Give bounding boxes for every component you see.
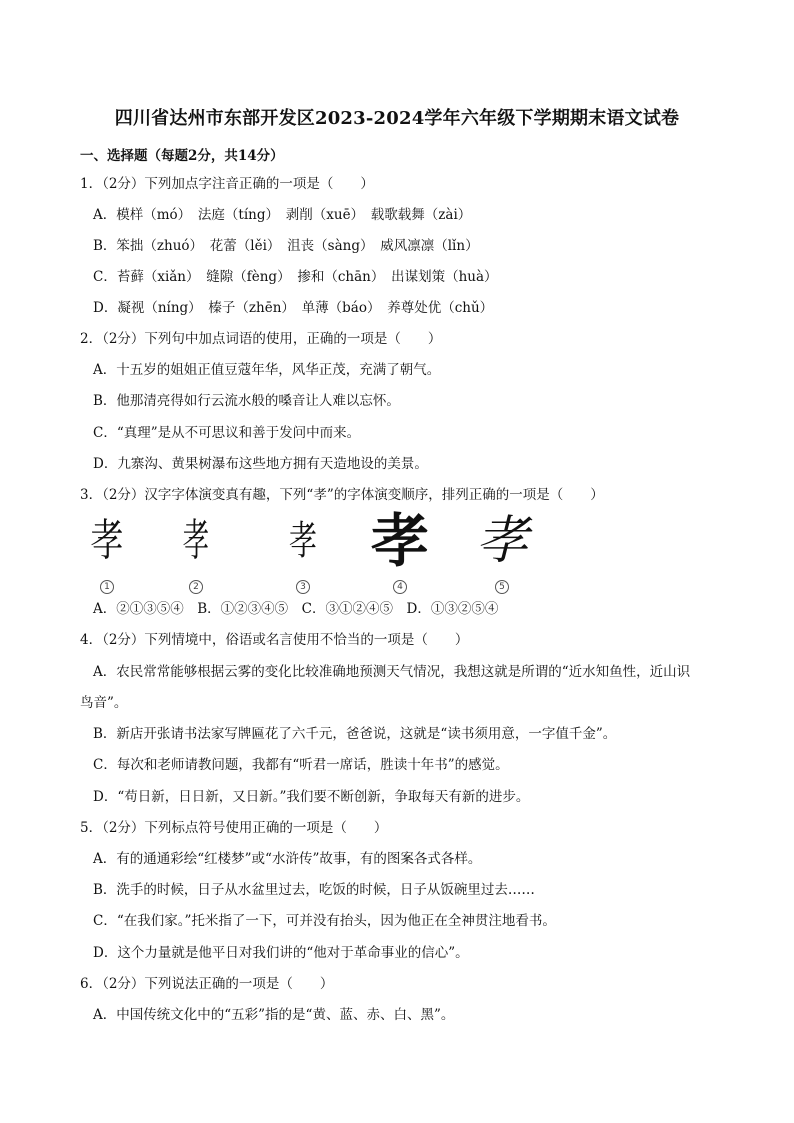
glyph-5-number: 5 bbox=[495, 580, 509, 594]
question-3-stem: 3．（2分）汉字字体演变真有趣，下列“孝”的字体演变顺序，排列正确的一项是（ ） bbox=[80, 487, 604, 503]
question-5-option-d: D．这个力量就是他平日对我们讲的“他对于革命事业的信心”。 bbox=[93, 945, 469, 961]
question-4-option-c: C．每次和老师请教问题，我都有“听君一席话，胜读十年书”的感觉。 bbox=[93, 757, 509, 773]
question-4-option-a-cont: 鸟音”。 bbox=[80, 695, 128, 711]
glyph-5-char: 孝 bbox=[475, 511, 528, 571]
glyph-4 bbox=[365, 508, 435, 594]
glyph-3-char: 孝 bbox=[289, 518, 317, 564]
question-1-option-c: C．苔藓（xiǎn） 缝隙（fèng） 掺和（chān） 出谋划策（huà） bbox=[93, 269, 498, 285]
glyph-5 bbox=[467, 508, 537, 594]
glyph-evolution-figure bbox=[0, 508, 794, 598]
glyph-1 bbox=[72, 508, 142, 594]
question-5-option-a: A．有的通通彩绘“红楼梦”或“水浒传”故事，有的图案各式各样。 bbox=[93, 851, 482, 867]
question-4-stem: 4．（2分）下列情境中，俗语或名言使用不恰当的一项是（ ） bbox=[80, 632, 469, 648]
question-4-option-d: D．“苟日新，日日新，又日新。”我们要不断创新，争取每天有新的进步。 bbox=[93, 789, 530, 805]
glyph-2-number: 2 bbox=[189, 580, 203, 594]
question-4-option-a: A．农民常常能够根据云雾的变化比较准确地预测天气情况，我想这就是所谓的“近水知鱼性，近山识 bbox=[93, 664, 691, 680]
question-5-option-c: C．“在我们家。”托米指了一下，可并没有抬头，因为他正在全神贯注地看书。 bbox=[93, 913, 556, 929]
glyph-4-number: 4 bbox=[393, 580, 407, 594]
question-2-option-b: B．他那清亮得如行云流水般的嗓音让人难以忘怀。 bbox=[93, 393, 400, 409]
question-1-option-a: A．模样（mó） 法庭（tíng） 剥削（xuē） 载歌载舞（zài） bbox=[93, 207, 472, 223]
question-5-option-b: B．洗手的时候，日子从水盆里过去，吃饭的时候，日子从饭碗里过去…… bbox=[93, 882, 535, 898]
glyph-3-number: 3 bbox=[296, 580, 310, 594]
question-3-options: A．②①③⑤④ B．①②③④⑤ C．③①②④⑤ D．①③②⑤④ bbox=[93, 601, 499, 617]
glyph-1-char: 孝 bbox=[90, 515, 124, 566]
page-title: 四川省达州市东部开发区2023-2024学年六年级下学期期末语文试卷 bbox=[114, 108, 680, 129]
question-1-option-d: D．凝视（níng） 榛子（zhēn） 单薄（báo） 养尊处优（chǔ） bbox=[93, 300, 494, 316]
question-1-option-b: B．笨拙（zhuó） 花蕾（lěi） 沮丧（sàng） 威风凛凛（lǐn） bbox=[93, 238, 479, 254]
glyph-4-char: 孝 bbox=[370, 507, 429, 575]
section-heading: 一、选择题（每题2分，共14分） bbox=[80, 148, 284, 164]
question-2-option-c: C．“真理”是从不可思议和善于发问中而来。 bbox=[93, 425, 361, 441]
glyph-1-number: 1 bbox=[100, 580, 114, 594]
question-2-stem: 2．（2分）下列句中加点词语的使用，正确的一项是（ ） bbox=[80, 331, 442, 347]
question-5-stem: 5．（2分）下列标点符号使用正确的一项是（ ） bbox=[80, 820, 388, 836]
question-6-option-a: A．中国传统文化中的“五彩”指的是“黄、蓝、赤、白、黑”。 bbox=[93, 1007, 455, 1023]
glyph-3 bbox=[268, 508, 338, 594]
glyph-2 bbox=[161, 508, 231, 594]
glyph-2-char: 孝 bbox=[182, 515, 210, 566]
question-6-stem: 6．（2分）下列说法正确的一项是（ ） bbox=[80, 976, 334, 992]
question-2-option-a: A．十五岁的姐姐正值豆蔻年华，风华正茂，充满了朝气。 bbox=[93, 362, 441, 378]
question-4-option-b: B．新店开张请书法家写牌匾花了六千元，爸爸说，这就是“读书须用意，一字值千金”。 bbox=[93, 726, 617, 742]
question-1-stem: 1．（2分）下列加点字注音正确的一项是（ ） bbox=[80, 176, 374, 192]
question-2-option-d: D．九寨沟、黄果树瀑布这些地方拥有天造地设的美景。 bbox=[93, 456, 428, 472]
